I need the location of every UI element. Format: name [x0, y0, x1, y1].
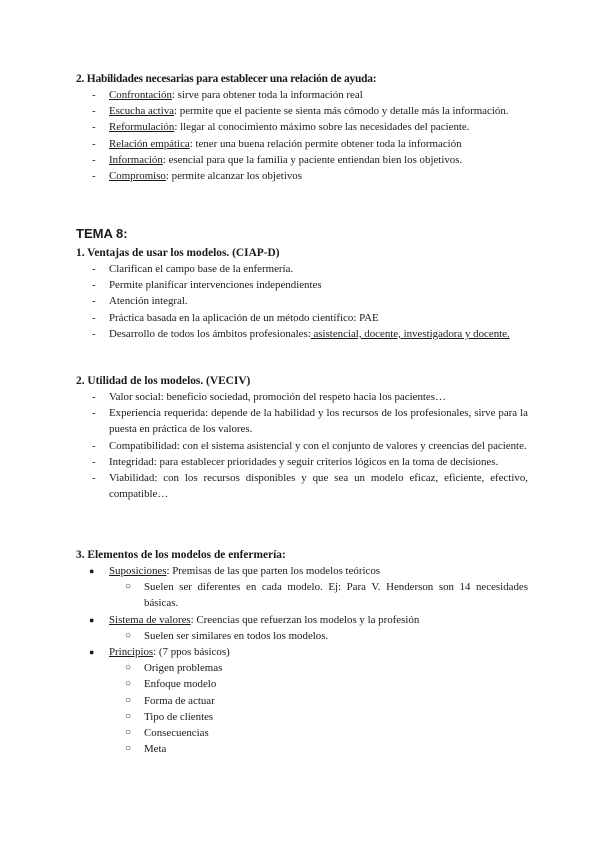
list-item — [76, 563, 528, 612]
sub-list-item-text: Suelen ser diferentes en cada modelo. Ej: Para V. Henderson son 14 necesidades básicas. — [144, 581, 528, 610]
list-item — [76, 644, 528, 757]
sub-list — [109, 660, 528, 757]
sub-list-item-text: Tipo de clientes — [144, 710, 214, 723]
circle-bullet-icon: ○ — [125, 629, 132, 641]
list-item: - Experiencia requerida: depende de la habilidad y los recursos de los profesionales, sirve para la puesta en práctica de los valores. — [76, 405, 528, 437]
bullet-icon: ● — [89, 614, 95, 625]
list-item-term: Información — [109, 153, 163, 166]
list-item-text: : esencial para que la familia y paciente entiendan bien los objetivos. — [162, 153, 463, 166]
sub-list-item — [109, 676, 528, 692]
section-heading: 2. Habilidades necesarias para establecer una relación de ayuda: — [76, 73, 377, 85]
sub-list-item — [109, 660, 528, 676]
sub-list — [109, 579, 528, 611]
list-item-text: : tener una buena relación permite obtener toda la información — [189, 137, 462, 150]
circle-bullet-icon: ○ — [125, 743, 132, 755]
list-item — [76, 168, 528, 184]
circle-bullet-icon: ○ — [125, 710, 132, 722]
circle-bullet-icon: ○ — [125, 727, 132, 739]
list-item-term: Confrontación — [109, 89, 172, 101]
sub-list-item-text: Suelen ser similares en todos los modelos. — [144, 629, 329, 642]
list-item-term: Reformulación — [109, 121, 175, 134]
list-item-text: : sirve para obtener toda la información real — [171, 89, 363, 101]
ventajas-list — [76, 261, 528, 342]
sub-list-item — [109, 579, 528, 611]
list-item — [76, 119, 528, 135]
sub-list-item — [109, 709, 528, 725]
list-item-term: Escucha activa — [109, 105, 175, 118]
list-item-term: Compromiso — [109, 170, 166, 183]
section-elementos — [76, 548, 528, 757]
circle-bullet-icon: ○ — [125, 694, 132, 706]
list-item — [76, 326, 528, 342]
list-item — [76, 136, 528, 152]
list-item: - Valor social: beneficio sociedad, promoción del respeto hacia los pacientes… — [76, 389, 528, 405]
sub-list-item — [109, 693, 528, 709]
list-item-text: : permite que el paciente se sienta más cómodo y detalle más la información. — [174, 105, 509, 118]
list-item-term: Suposiciones — [109, 565, 167, 577]
elementos-list — [76, 563, 528, 757]
bullet-icon: ● — [89, 647, 95, 658]
sub-list-item-text: Enfoque modelo — [144, 678, 217, 691]
circle-bullet-icon: ○ — [125, 662, 132, 674]
utilidad-list — [76, 389, 528, 502]
list-item: - Atención integral. — [76, 293, 528, 309]
list-item-term: Relación empática — [109, 137, 190, 150]
list-item — [76, 103, 528, 119]
section-heading: 1. Ventajas de usar los modelos. (CIAP-D) — [76, 247, 280, 259]
bullet-icon: ● — [89, 566, 95, 576]
list-item — [76, 87, 528, 103]
section-heading: 3. Elementos de los modelos de enfermería: — [76, 549, 286, 561]
sub-list-item — [109, 725, 528, 741]
circle-bullet-icon: ○ — [125, 581, 132, 593]
list-item: - Clarifican el campo base de la enfermería. — [76, 261, 528, 277]
sub-list-item-text: Forma de actuar — [144, 694, 215, 707]
list-item — [76, 612, 528, 644]
list-item-term: Sistema de valores — [109, 613, 191, 626]
list-item-underlined: asistencial, docente, investigadora y docente. — [310, 327, 510, 340]
list-item: - Práctica basada en la aplicación de un método científico: PAE — [76, 310, 528, 326]
circle-bullet-icon: ○ — [125, 678, 132, 690]
habilidades-list — [76, 87, 528, 184]
list-item-text: Desarrollo de todos los ámbitos profesionales: — [109, 327, 311, 340]
section-ventajas — [76, 246, 528, 342]
sub-list-item — [109, 741, 528, 757]
sub-list-item-text: Consecuencias — [144, 727, 209, 740]
tema-title: TEMA 8: — [76, 226, 128, 241]
list-item: - Integridad: para establecer prioridades y seguir criterios lógicos en la toma de decisiones. — [76, 454, 528, 470]
section-heading: 2. Utilidad de los modelos. (VECIV) — [76, 375, 251, 387]
list-item-text: : llegar al conocimiento máximo sobre las necesidades del paciente. — [174, 121, 470, 134]
section-utilidad — [76, 374, 528, 502]
list-item-term: Principios — [109, 646, 154, 659]
sub-list — [109, 628, 528, 644]
section-habilidades — [76, 72, 528, 184]
list-item: - Permite planificar intervenciones independientes — [76, 277, 528, 293]
list-item-text: : Premisas de las que parten los modelos teóricos — [166, 565, 381, 577]
list-item-text: : Creencias que refuerzan los modelos y la profesión — [190, 613, 420, 626]
sub-list-item-text: Meta — [144, 743, 167, 756]
sub-list-item — [109, 628, 528, 644]
list-item: - Compatibilidad: con el sistema asistencial y con el conjunto de valores y creencias del paciente. — [76, 438, 528, 454]
list-item-text: : (7 ppos básicos) — [153, 646, 230, 659]
list-item: - Viabilidad: con los recursos disponibles y que sea un modelo eficaz, eficiente, efectivo, compatible… — [76, 470, 528, 502]
list-item — [76, 152, 528, 168]
list-item-text: : permite alcanzar los objetivos — [165, 170, 302, 183]
sub-list-item-text: Origen problemas — [144, 662, 223, 675]
tema-title-block — [76, 226, 528, 242]
